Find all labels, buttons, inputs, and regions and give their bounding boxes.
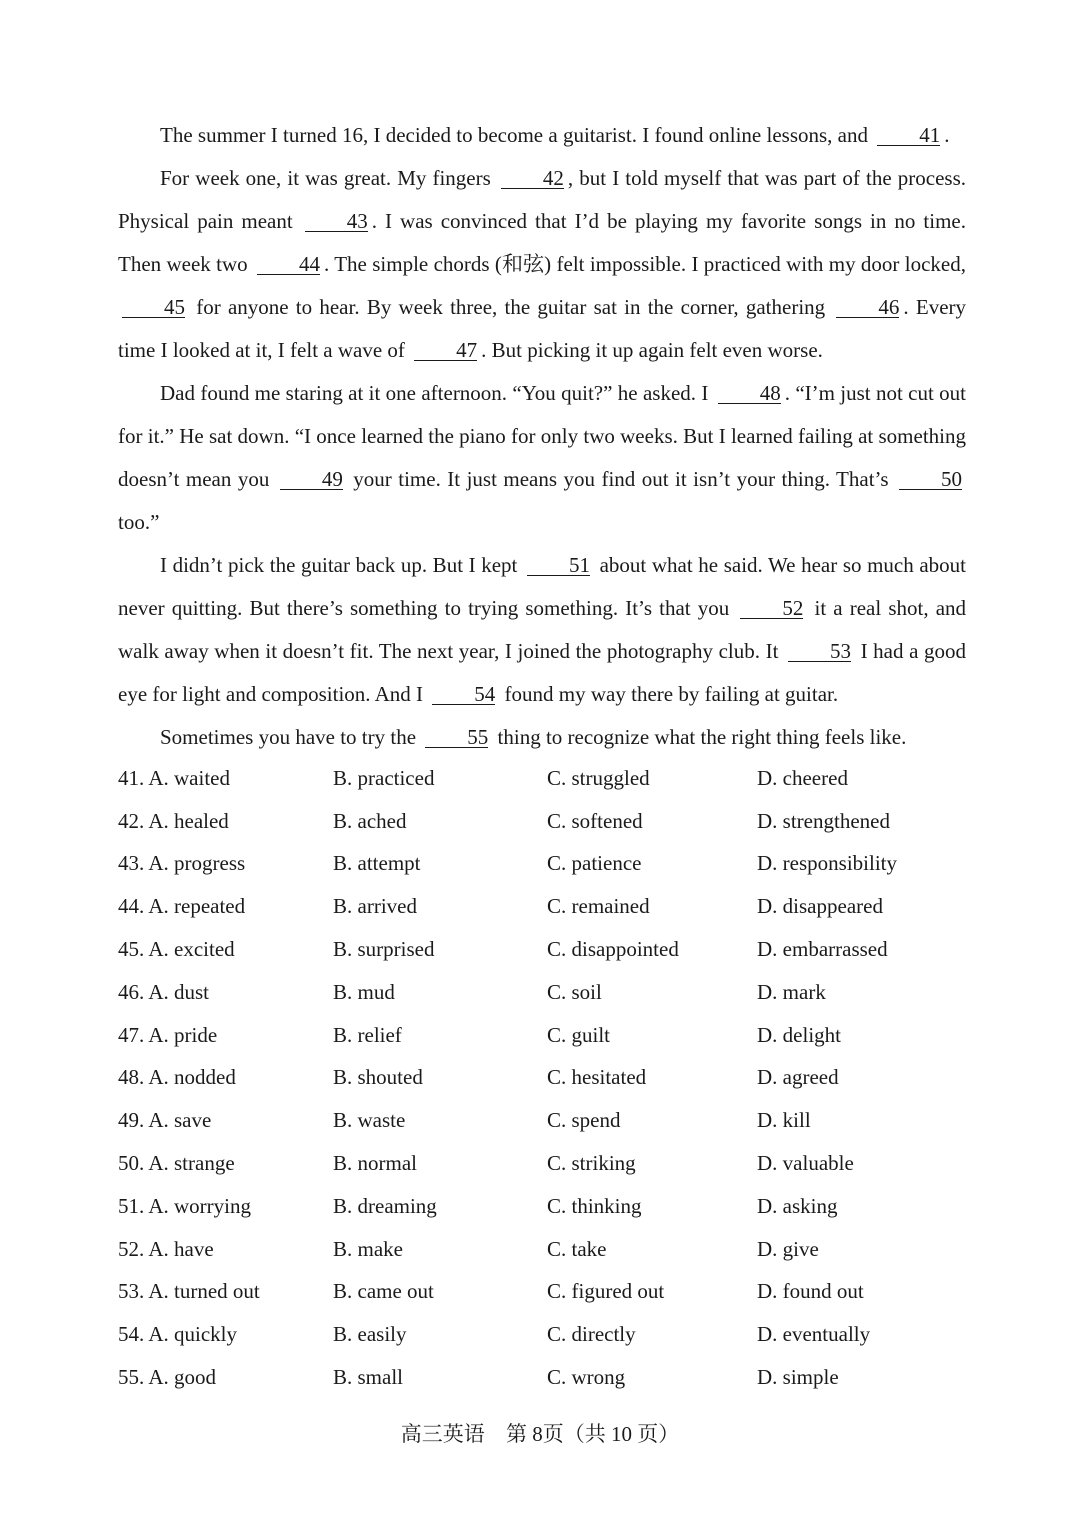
question-options-row — [118, 928, 968, 971]
passage-text: Dad found me staring at it one afternoon. “You quit?” he asked. I — [160, 381, 709, 405]
option-a: 50. A. strange — [118, 1151, 235, 1176]
blank-50: 50 — [899, 469, 962, 490]
question-options-row — [118, 885, 968, 928]
option-b: B. practiced — [333, 765, 435, 790]
passage-text: . But picking it up again felt even worse. — [481, 338, 823, 362]
passage-text: The summer I turned 16, I decided to become a guitarist. I found online lessons, and — [160, 123, 868, 147]
option-a: 51. A. worrying — [118, 1193, 251, 1218]
option-c: C. remained — [547, 894, 650, 919]
passage-text: it a real shot, and walk away when it doesn’t fit. The next year, I joined the photography club. It — [118, 596, 967, 663]
question-options-row — [118, 843, 968, 886]
question-options-row — [118, 1228, 968, 1271]
option-c: C. figured out — [547, 1279, 665, 1304]
question-options-row — [118, 1099, 968, 1142]
option-c: C. striking — [547, 1151, 636, 1176]
passage-text: , but I told myself that was part of the process. Physical pain meant — [118, 166, 966, 233]
passage-text: thing to recognize what the right thing feels like. — [497, 725, 907, 749]
option-a: 45. A. excited — [118, 937, 235, 962]
option-d: D. eventually — [757, 1322, 871, 1347]
question-options-row — [118, 1057, 968, 1100]
option-d: D. responsibility — [757, 851, 897, 876]
question-options-row — [118, 971, 968, 1014]
option-c: C. struggled — [547, 765, 650, 790]
blank-53: 53 — [788, 641, 851, 662]
option-a: 54. A. quickly — [118, 1322, 237, 1347]
blank-44: 44 — [257, 254, 320, 275]
option-c: C. thinking — [547, 1193, 642, 1218]
option-b: B. dreaming — [333, 1193, 437, 1218]
option-a: 46. A. dust — [118, 979, 210, 1004]
option-a: 41. A. waited — [118, 765, 230, 790]
option-c: C. directly — [547, 1322, 636, 1347]
paragraph-2 — [118, 157, 966, 372]
passage-text: For week one, it was great. My fingers — [160, 166, 491, 190]
option-c: C. disappointed — [547, 937, 679, 962]
option-d: D. give — [757, 1236, 819, 1261]
blank-47: 47 — [414, 340, 477, 361]
option-b: B. small — [333, 1365, 404, 1390]
blank-42: 42 — [501, 168, 564, 189]
option-b: B. make — [333, 1236, 403, 1261]
paragraph-5 — [118, 716, 966, 759]
blank-45: 45 — [122, 297, 185, 318]
question-options-row — [118, 1313, 968, 1356]
option-b: B. surprised — [333, 937, 435, 962]
option-d: D. disappeared — [757, 894, 883, 919]
passage-text: Sometimes you have to try the — [160, 725, 417, 749]
option-b: B. attempt — [333, 851, 421, 876]
passage-text: . Every time I looked at it, I felt a wave of — [118, 295, 967, 362]
option-d: D. embarrassed — [757, 937, 888, 962]
option-c: C. take — [547, 1236, 607, 1261]
question-options-row — [118, 1014, 968, 1057]
option-a: 55. A. good — [118, 1365, 217, 1390]
page-footer — [0, 1418, 1080, 1448]
footer-page-number: 第 8页（共 10 页） — [506, 1422, 680, 1446]
option-c: C. spend — [547, 1108, 621, 1133]
passage-text: found my way there by failing at guitar. — [504, 682, 839, 706]
paragraph-3 — [118, 372, 966, 544]
passage-text: . “I’m just not cut out for it.” He sat down. “I once learned the piano for only two weeks. But I learned failing at something doesn’t mean you — [118, 381, 966, 491]
passage-text: . The simple chords (和弦) felt impossible. I practiced with my door locked, — [324, 252, 966, 276]
question-options-row — [118, 757, 968, 800]
option-c: C. hesitated — [547, 1065, 647, 1090]
cloze-passage — [118, 114, 966, 759]
option-c: C. softened — [547, 808, 643, 833]
option-d: D. valuable — [757, 1151, 854, 1176]
blank-43: 43 — [305, 211, 368, 232]
paragraph-4 — [118, 544, 966, 716]
answer-options — [118, 757, 968, 1399]
option-b: B. mud — [333, 979, 395, 1004]
question-options-row — [118, 1356, 968, 1399]
option-b: B. relief — [333, 1022, 402, 1047]
option-b: B. waste — [333, 1108, 406, 1133]
option-d: D. simple — [757, 1365, 839, 1390]
blank-48: 48 — [718, 383, 781, 404]
option-a: 42. A. healed — [118, 808, 229, 833]
blank-51: 51 — [527, 555, 590, 576]
option-c: C. guilt — [547, 1022, 611, 1047]
passage-text: I had a good eye for light and composition. And I — [118, 639, 967, 706]
option-a: 53. A. turned out — [118, 1279, 260, 1304]
question-options-row — [118, 1185, 968, 1228]
option-a: 48. A. nodded — [118, 1065, 236, 1090]
passage-text: . — [944, 123, 950, 147]
passage-text: your time. It just means you find out it isn’t your thing. That’s — [353, 467, 889, 491]
option-d: D. asking — [757, 1193, 838, 1218]
option-c: C. soil — [547, 979, 602, 1004]
option-a: 52. A. have — [118, 1236, 214, 1261]
blank-54: 54 — [432, 684, 495, 705]
footer-subject: 高三英语 — [400, 1422, 485, 1446]
option-a: 47. A. pride — [118, 1022, 218, 1047]
passage-text: about what he said. We hear so much about never quitting. But there’s something to trying something. It’s that you — [118, 553, 967, 620]
option-d: D. mark — [757, 979, 826, 1004]
option-d: D. strengthened — [757, 808, 890, 833]
option-b: B. arrived — [333, 894, 417, 919]
question-options-row — [118, 1142, 968, 1185]
question-options-row — [118, 800, 968, 843]
option-d: D. cheered — [757, 765, 848, 790]
option-b: B. ached — [333, 808, 407, 833]
question-options-row — [118, 1271, 968, 1314]
paragraph-1 — [118, 114, 966, 157]
passage-text: I didn’t pick the guitar back up. But I kept — [160, 553, 518, 577]
option-a: 49. A. save — [118, 1108, 212, 1133]
passage-text: too.” — [118, 510, 160, 534]
passage-text: . I was convinced that I’d be playing my favorite songs in no time. Then week two — [118, 209, 966, 276]
option-d: D. agreed — [757, 1065, 839, 1090]
option-d: D. delight — [757, 1022, 841, 1047]
blank-49: 49 — [280, 469, 343, 490]
option-c: C. patience — [547, 851, 642, 876]
option-d: D. kill — [757, 1108, 811, 1133]
option-b: B. normal — [333, 1151, 417, 1176]
option-b: B. came out — [333, 1279, 434, 1304]
option-d: D. found out — [757, 1279, 864, 1304]
blank-46: 46 — [836, 297, 899, 318]
option-a: 43. A. progress — [118, 851, 246, 876]
option-b: B. shouted — [333, 1065, 423, 1090]
blank-55: 55 — [425, 727, 488, 748]
option-a: 44. A. repeated — [118, 894, 246, 919]
passage-text: for anyone to hear. By week three, the guitar sat in the corner, gathering — [196, 295, 826, 319]
option-c: C. wrong — [547, 1365, 626, 1390]
blank-52: 52 — [740, 598, 803, 619]
option-b: B. easily — [333, 1322, 407, 1347]
blank-41: 41 — [877, 125, 940, 146]
